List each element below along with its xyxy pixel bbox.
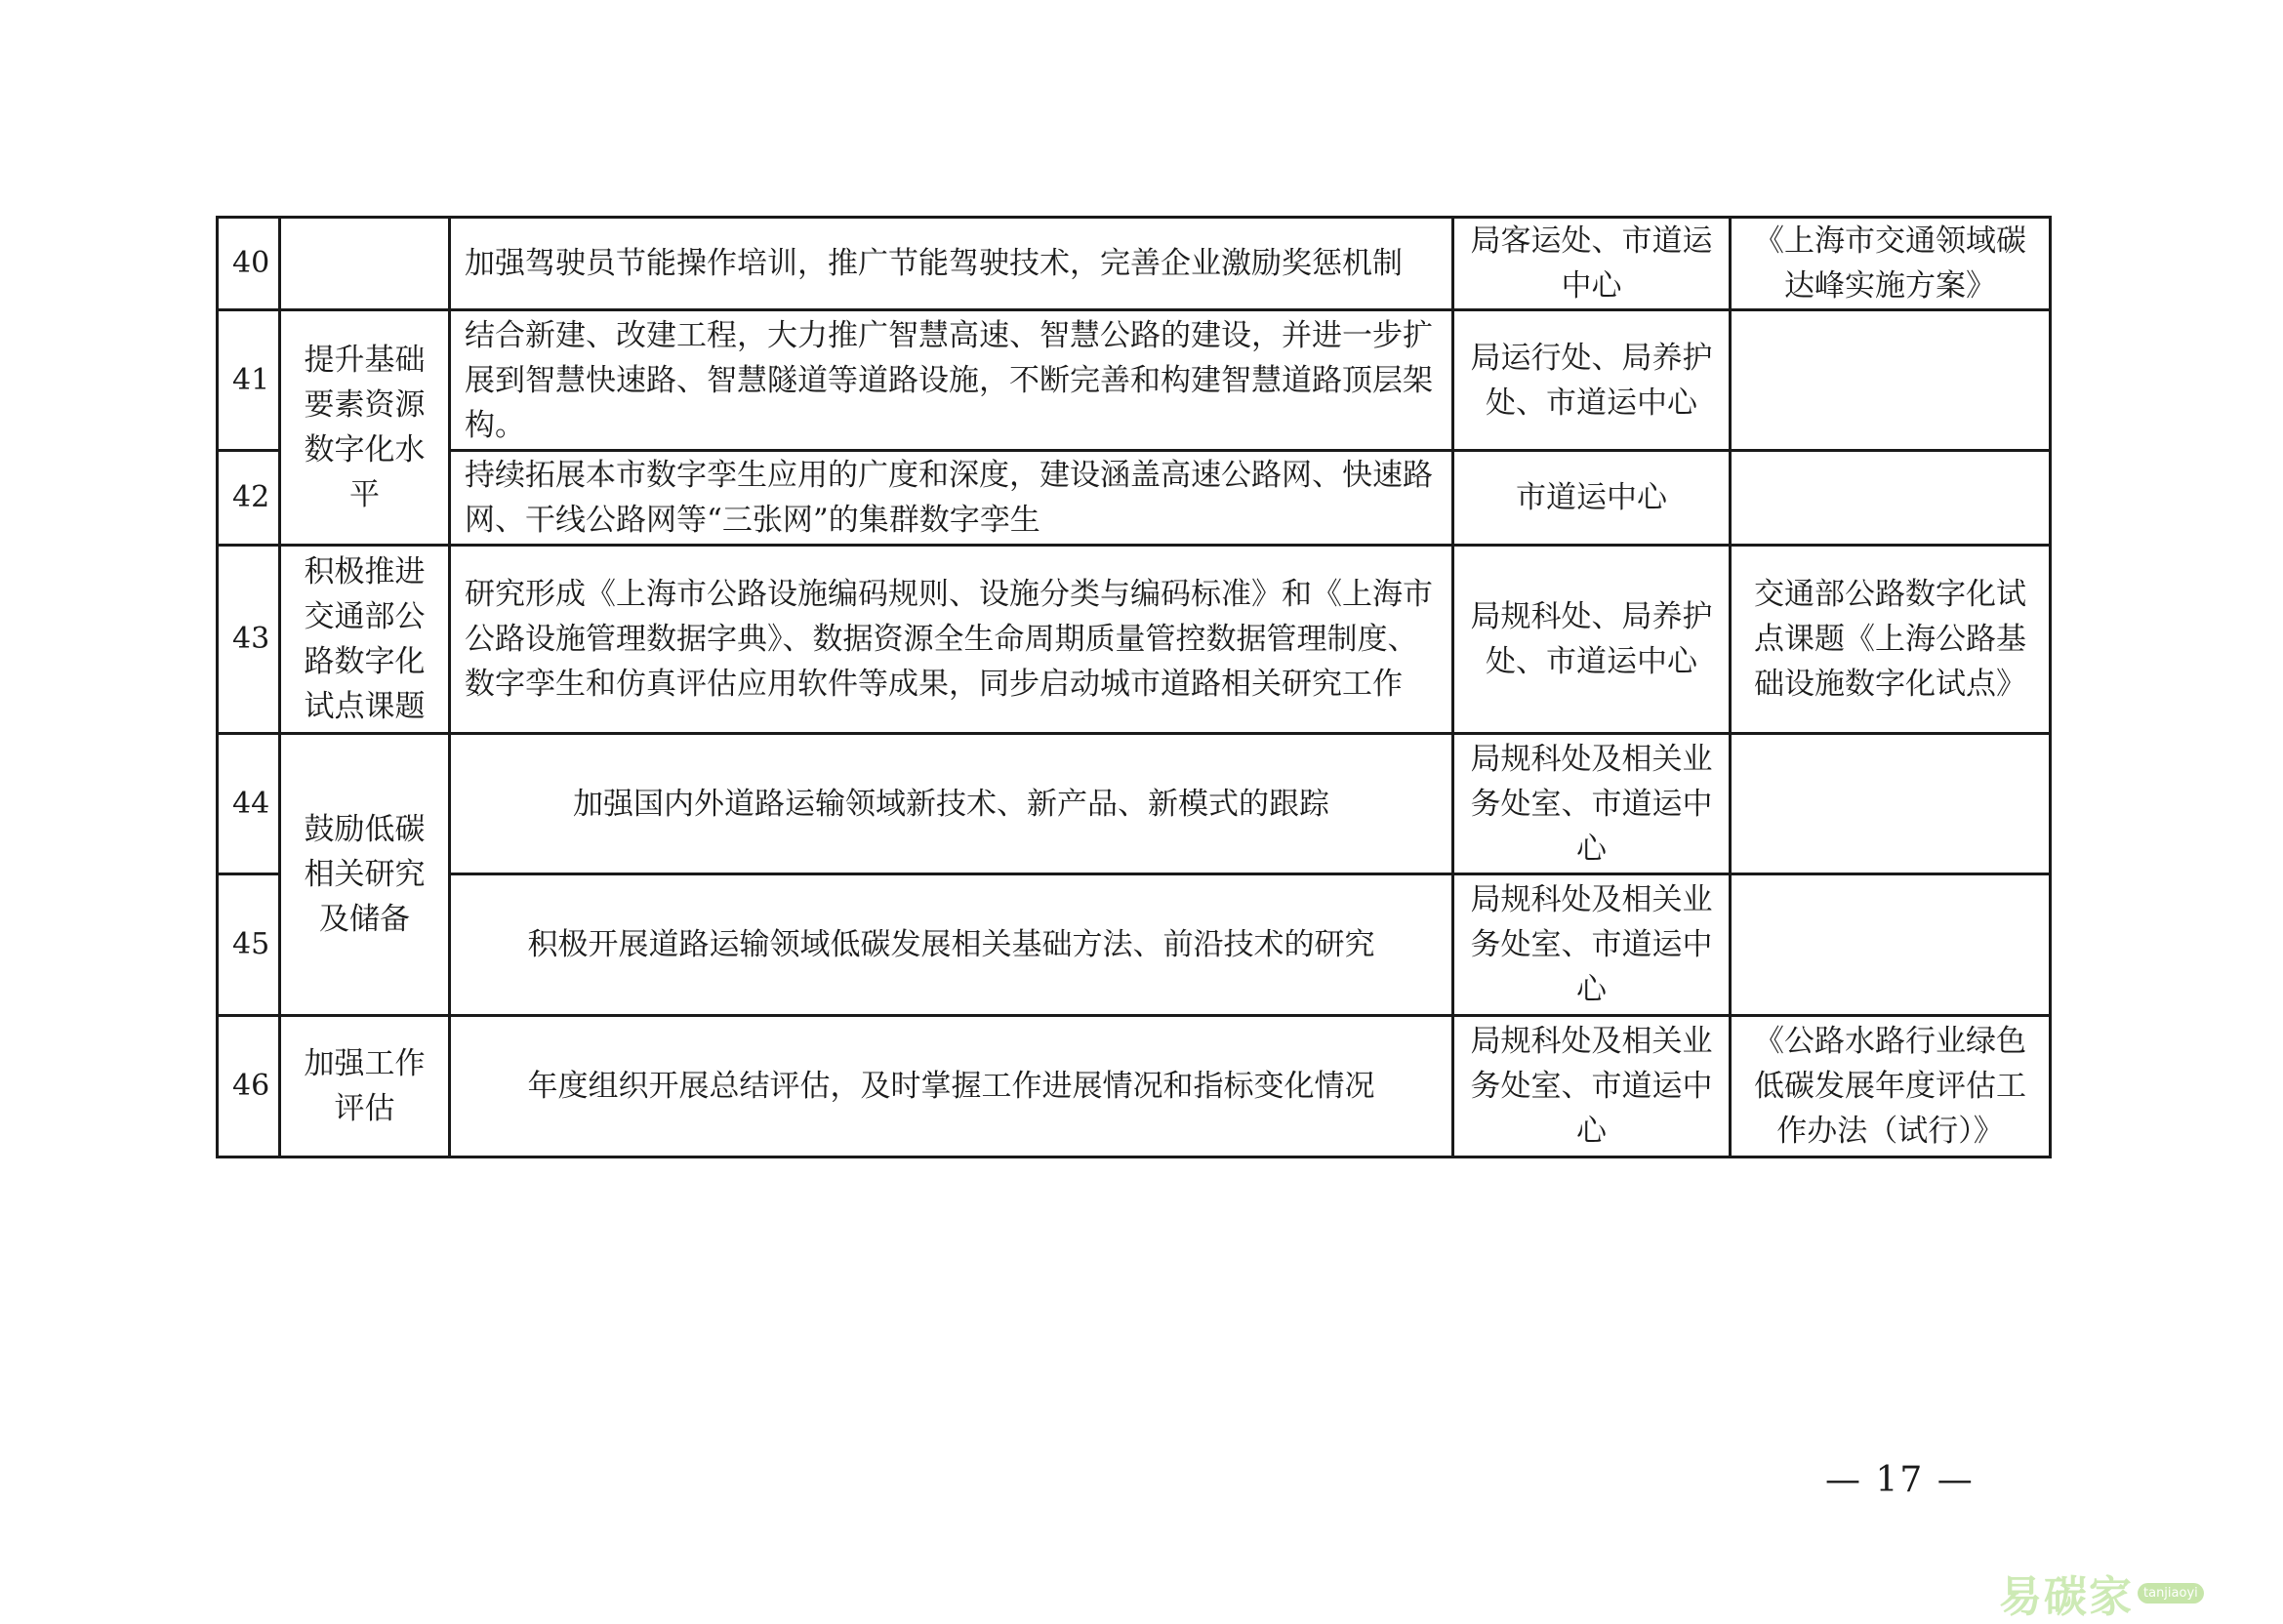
reference-cell <box>1731 310 2051 451</box>
row-number: 40 <box>218 218 280 310</box>
reference-cell <box>1731 734 2051 874</box>
row-number: 43 <box>218 546 280 734</box>
table-row <box>218 310 2051 451</box>
measure-cell <box>450 218 1453 310</box>
measure-cell: 积极开展道路运输领域低碳发展相关基础方法、前沿技术的研究 <box>450 874 1453 1016</box>
page-number: — 17 — <box>1825 1460 1975 1500</box>
reference-cell: 《公路水路行业绿色低碳发展年度评估工作办法（试行）》 <box>1731 1016 2051 1157</box>
measure-cell: 结合新建、改建工程，大力推广智慧高速、智慧公路的建设，并进一步扩展到智慧快速路、智慧隧道等道路设施，不断完善和构建智慧道路顶层架构。 <box>450 310 1453 451</box>
dept-cell: 局客运处、市道运中心 <box>1453 218 1731 310</box>
table-row <box>218 218 2051 310</box>
table-row <box>218 734 2051 874</box>
row-number: 41 <box>218 310 280 451</box>
measure-cell: 持续拓展本市数字孪生应用的广度和深度，建设涵盖高速公路网、快速路网、干线公路网等“三张网”的集群数字孪生 <box>450 451 1453 546</box>
dept-cell: 市道运中心 <box>1453 451 1731 546</box>
task-table <box>216 216 2052 1158</box>
category-cell: 加强工作评估 <box>280 1016 450 1157</box>
table-row <box>218 1016 2051 1157</box>
category-cell <box>280 218 450 310</box>
row-number: 46 <box>218 1016 280 1157</box>
row-number: 42 <box>218 451 280 546</box>
watermark-subtext: tanjiaoyi <box>2138 1583 2204 1604</box>
reference-cell: 交通部公路数字化试点课题《上海公路基础设施数字化试点》 <box>1731 546 2051 734</box>
reference-cell <box>1731 451 2051 546</box>
watermark-text: 易碳家 <box>1999 1572 2134 1622</box>
reference-cell: 《上海市交通领域碳达峰实施方案》 <box>1731 218 2051 310</box>
measure-cell: 加强国内外道路运输领域新技术、新产品、新模式的跟踪 <box>450 734 1453 874</box>
category-cell: 鼓励低碳相关研究及储备 <box>280 734 450 1016</box>
category-cell: 提升基础要素资源数字化水平 <box>280 310 450 546</box>
measure-cell: 年度组织开展总结评估，及时掌握工作进展情况和指标变化情况 <box>450 1016 1453 1157</box>
dept-cell: 局规科处、局养护处、市道运中心 <box>1453 546 1731 734</box>
table-row <box>218 451 2051 546</box>
dept-cell: 局规科处及相关业务处室、市道运中心 <box>1453 874 1731 1016</box>
dept-cell: 局规科处及相关业务处室、市道运中心 <box>1453 1016 1731 1157</box>
row-number: 44 <box>218 734 280 874</box>
table-row <box>218 546 2051 734</box>
dept-cell: 局运行处、局养护处、市道运中心 <box>1453 310 1731 451</box>
measure-cell: 研究形成《上海市公路设施编码规则、设施分类与编码标准》和《上海市公路设施管理数据字典》、数据资源全生命周期质量管控数据管理制度、数字孪生和仿真评估应用软件等成果，同步启动城市道路相关研究工作 <box>450 546 1453 734</box>
watermark-logo <box>1999 1562 2204 1624</box>
reference-cell <box>1731 874 2051 1016</box>
measure-text: 加强驾驶员节能操作培训，推广节能驾驶技术，完善企业激励奖惩机制 <box>465 246 1403 281</box>
table-row <box>218 874 2051 1016</box>
category-cell: 积极推进交通部公路数字化试点课题 <box>280 546 450 734</box>
dept-cell: 局规科处及相关业务处室、市道运中心 <box>1453 734 1731 874</box>
row-number: 45 <box>218 874 280 1016</box>
